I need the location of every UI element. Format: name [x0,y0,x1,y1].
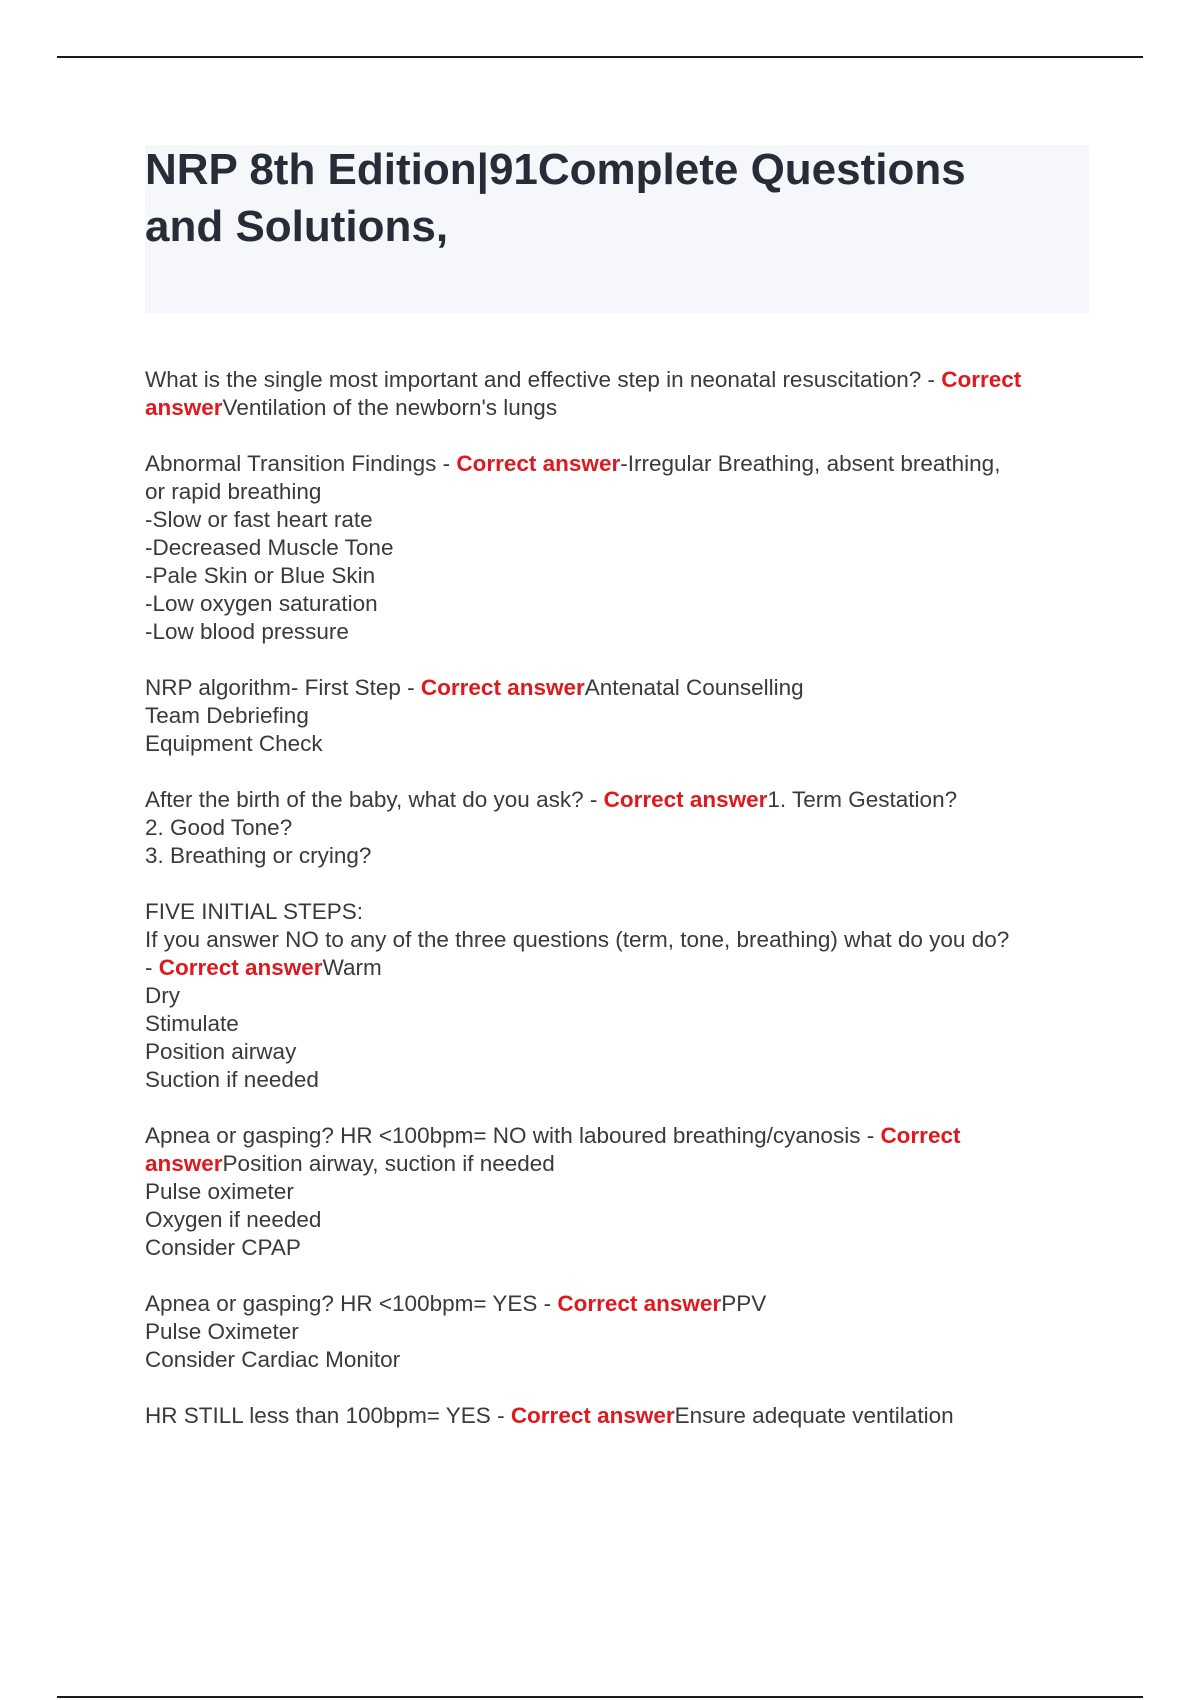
answer-text: PPV [721,1291,767,1316]
title-line-1: NRP 8th Edition|91Complete Questions [145,145,966,194]
title-block [145,145,1089,313]
correct-answer-label: Correct answer [557,1291,722,1316]
answer-line: Pulse oximeter [145,1179,294,1204]
answer-text: Antenatal Counselling [584,675,804,700]
answer-line: Consider Cardiac Monitor [145,1347,401,1372]
answer-line: Team Debriefing [145,703,309,728]
qa-item [145,366,1095,422]
correct-answer-label: answer [145,1151,223,1176]
question-text: Apnea or gasping? HR <100bpm= YES - [145,1291,558,1316]
qa-item [145,674,1095,758]
section-heading: FIVE INITIAL STEPS: [145,899,363,924]
qa-item [145,450,1095,646]
question-text: NRP algorithm- First Step - [145,675,421,700]
question-text: Abnormal Transition Findings - [145,451,457,476]
question-text: Apnea or gasping? HR <100bpm= NO with laboured breathing/cyanosis - [145,1123,881,1148]
title-line-2: and Solutions, [145,202,449,251]
answer-line: -Low blood pressure [145,619,349,644]
qa-line [145,1150,1095,1178]
qa-line [145,1402,1095,1430]
answer-line: or rapid breathing [145,479,322,504]
footer-rule [57,1696,1143,1698]
qa-line [145,674,1095,702]
qa-item [145,898,1095,1094]
qa-item [145,1402,1095,1430]
answer-text: 1. Term Gestation? [767,787,958,812]
answer-line: -Slow or fast heart rate [145,507,373,532]
correct-answer-label: Correct answer [158,955,323,980]
qa-item [145,1290,1095,1374]
question-text: What is the single most important and effective step in neonatal resuscitation? - [145,367,942,392]
answer-line: Dry [145,983,180,1008]
correct-answer-label: Correct answer [603,787,768,812]
answer-text: Ensure adequate ventilation [674,1403,954,1428]
correct-answer-label: Correct answer [510,1403,675,1428]
qa-content [145,366,1095,1458]
answer-text: -Irregular Breathing, absent breathing, [620,451,1001,476]
answer-line: -Low oxygen saturation [145,591,378,616]
answer-line: -Pale Skin or Blue Skin [145,563,376,588]
question-text: HR STILL less than 100bpm= YES - [145,1403,511,1428]
qa-line [145,394,1095,422]
qa-item [145,786,1095,870]
question-text: If you answer NO to any of the three questions (term, tone, breathing) what do you do? [145,927,1010,952]
answer-line: 3. Breathing or crying? [145,843,372,868]
answer-text: Warm [322,955,382,980]
correct-answer-label: Correct answer [456,451,621,476]
answer-line: 2. Good Tone? [145,815,293,840]
correct-answer-label: answer [145,395,223,420]
qa-line [145,450,1095,478]
answer-line: Consider CPAP [145,1235,301,1260]
answer-text: Position airway, suction if needed [222,1151,555,1176]
question-text: After the birth of the baby, what do you ask? - [145,787,604,812]
qa-line [145,786,1095,814]
answer-line: Pulse Oximeter [145,1319,299,1344]
qa-line [145,954,1095,982]
correct-answer-label: Correct answer [420,675,585,700]
answer-line: -Decreased Muscle Tone [145,535,394,560]
correct-answer-label: Correct [941,367,1022,392]
qa-line [145,1290,1095,1318]
qa-item [145,1122,1095,1262]
question-text: - [145,955,159,980]
answer-line: Position airway [145,1039,297,1064]
answer-line: Equipment Check [145,731,323,756]
answer-line: Stimulate [145,1011,239,1036]
answer-line: Oxygen if needed [145,1207,322,1232]
header-rule [57,56,1143,58]
answer-line: Suction if needed [145,1067,319,1092]
correct-answer-label: Correct [880,1123,961,1148]
qa-line [145,366,1095,394]
qa-line [145,1122,1095,1150]
answer-text: Ventilation of the newborn's lungs [222,395,558,420]
document-title [145,141,1089,255]
